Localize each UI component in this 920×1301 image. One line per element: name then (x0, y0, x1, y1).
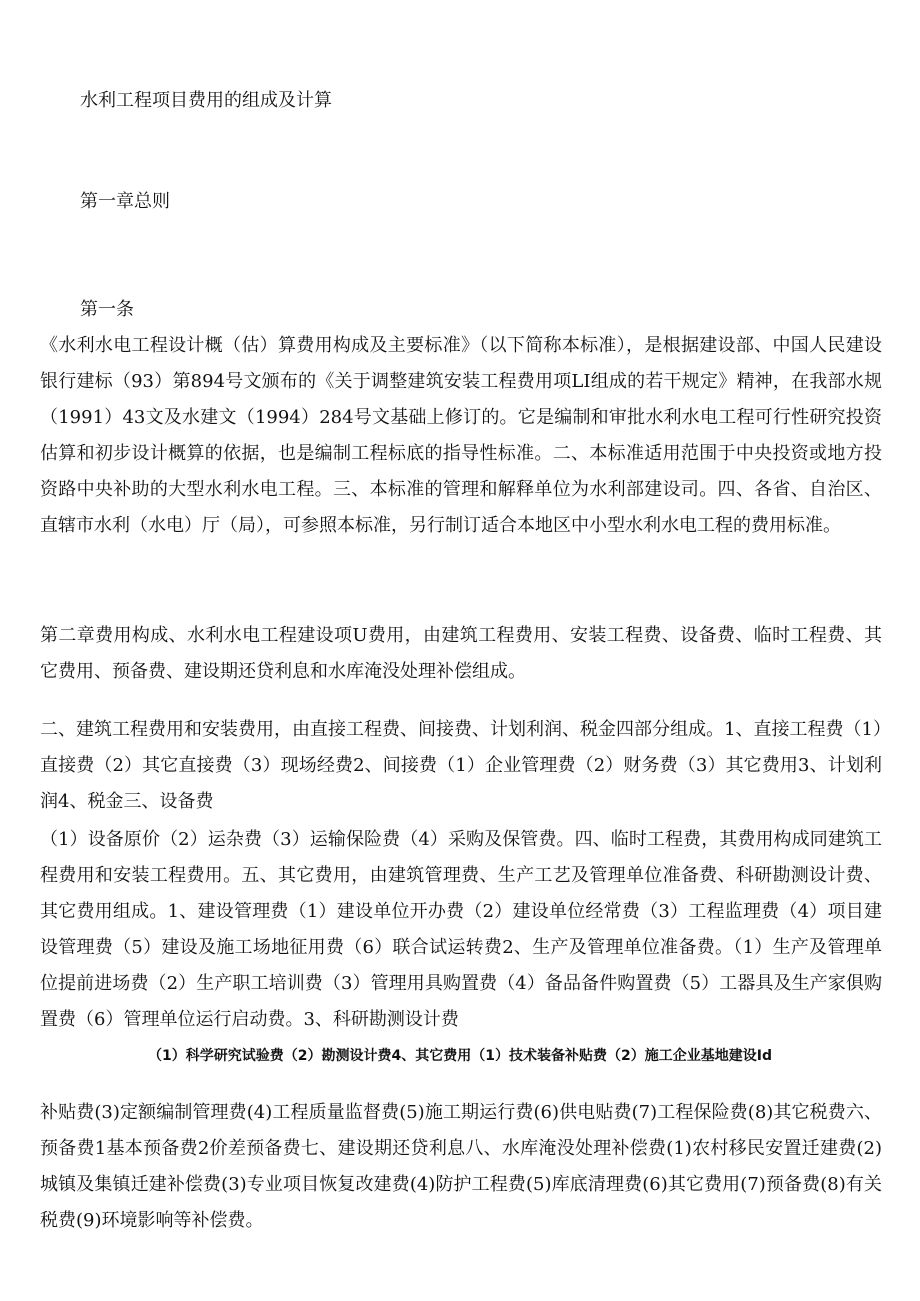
paragraph-construction-costs: 二、建筑工程费用和安装费用，由直接工程费、间接费、计划利润、税金四部分组成。1、直接工程费（1）直接费（2）其它直接费（3）现场经费2、间接费（1）企业管理费（2）财务费（3）其它费用3、计划利润4、税金三、设备费 (40, 719, 882, 812)
paragraph-cost-composition: 第二章费用构成、水利水电工程建设项U费用，由建筑工程费用、安装工程费、设备费、临时工程费、其它费用、预备费、建设期还贷利息和水库淹没处理补偿组成。 (40, 625, 882, 682)
paragraph-equipment-costs: （1）设备原价（2）运杂费（3）运输保险费（4）采购及保管费。四、临时工程费，其费用构成同建筑工程费用和安装工程费用。五、其它费用，由建筑管理费、生产工艺及管理单位准备费、科研勘测设计费、其它费用组成。1、建设管理费（1）建设单位开办费（2）建设单位经常费（3）工程监理费（4）项目建设管理费（5）建设及施工场地征用费（6）联合试运转费2、生产及管理单位准备费。（1）生产及管理单位提前进场费（2）生产职工培训费（3）管理用具购置费（4）备品备件购置费（5）工器具及生产家俱购置费（6）管理单位运行启动费。3、科研勘测设计费 (40, 829, 882, 1030)
document-title: 水利工程项目费用的组成及计算 (80, 90, 332, 111)
bold-summary-line: （1）科学研究试验费（2）勘测设计费4、其它费用（1）技术装备补贴费（2）施工企业基地建设Id (148, 1048, 772, 1064)
article-heading: 第一条 (80, 299, 134, 320)
paragraph-general-provisions: 《水利水电工程设计概（估）算费用构成及主要标准》（以下简称本标准），是根据建设部、中国人民建设银行建标（93）第894号文颁布的《关于调整建筑安装工程费用项LI组成的若干规定》精神，在我部水规（1991）43文及水建文（1994）284号文基础上修订的。它是编制和审批水利水电工程可行性研究投资估算和初步设计概算的依据，也是编制工程标底的指导性标准。二、本标准适用范围于中央投资或地方投资路中央补助的大型水利水电工程。三、本标准的管理和解释单位为水利部建设司。四、各省、自治区、直辖市水利（水电）厅（局），可参照本标准，另行制订适合本地区中小型水利水电工程的费用标准。 (40, 335, 882, 536)
paragraph-subsidy-costs: 补贴费(3)定额编制管理费(4)工程质量监督费(5)施工期运行费(6)供电贴费(7)工程保险费(8)其它税费六、预备费1基本预备费2价差预备费七、建设期还贷利息八、水库淹没处理补偿费(1)农村移民安置迁建费(2)城镇及集镇迁建补偿费(3)专业项目恢复改建费(4)防护工程费(5)库底清理费(6)其它费用(7)预备费(8)有关税费(9)环境影响等补偿费。 (40, 1102, 882, 1231)
chapter-heading: 第一章总则 (80, 191, 170, 212)
